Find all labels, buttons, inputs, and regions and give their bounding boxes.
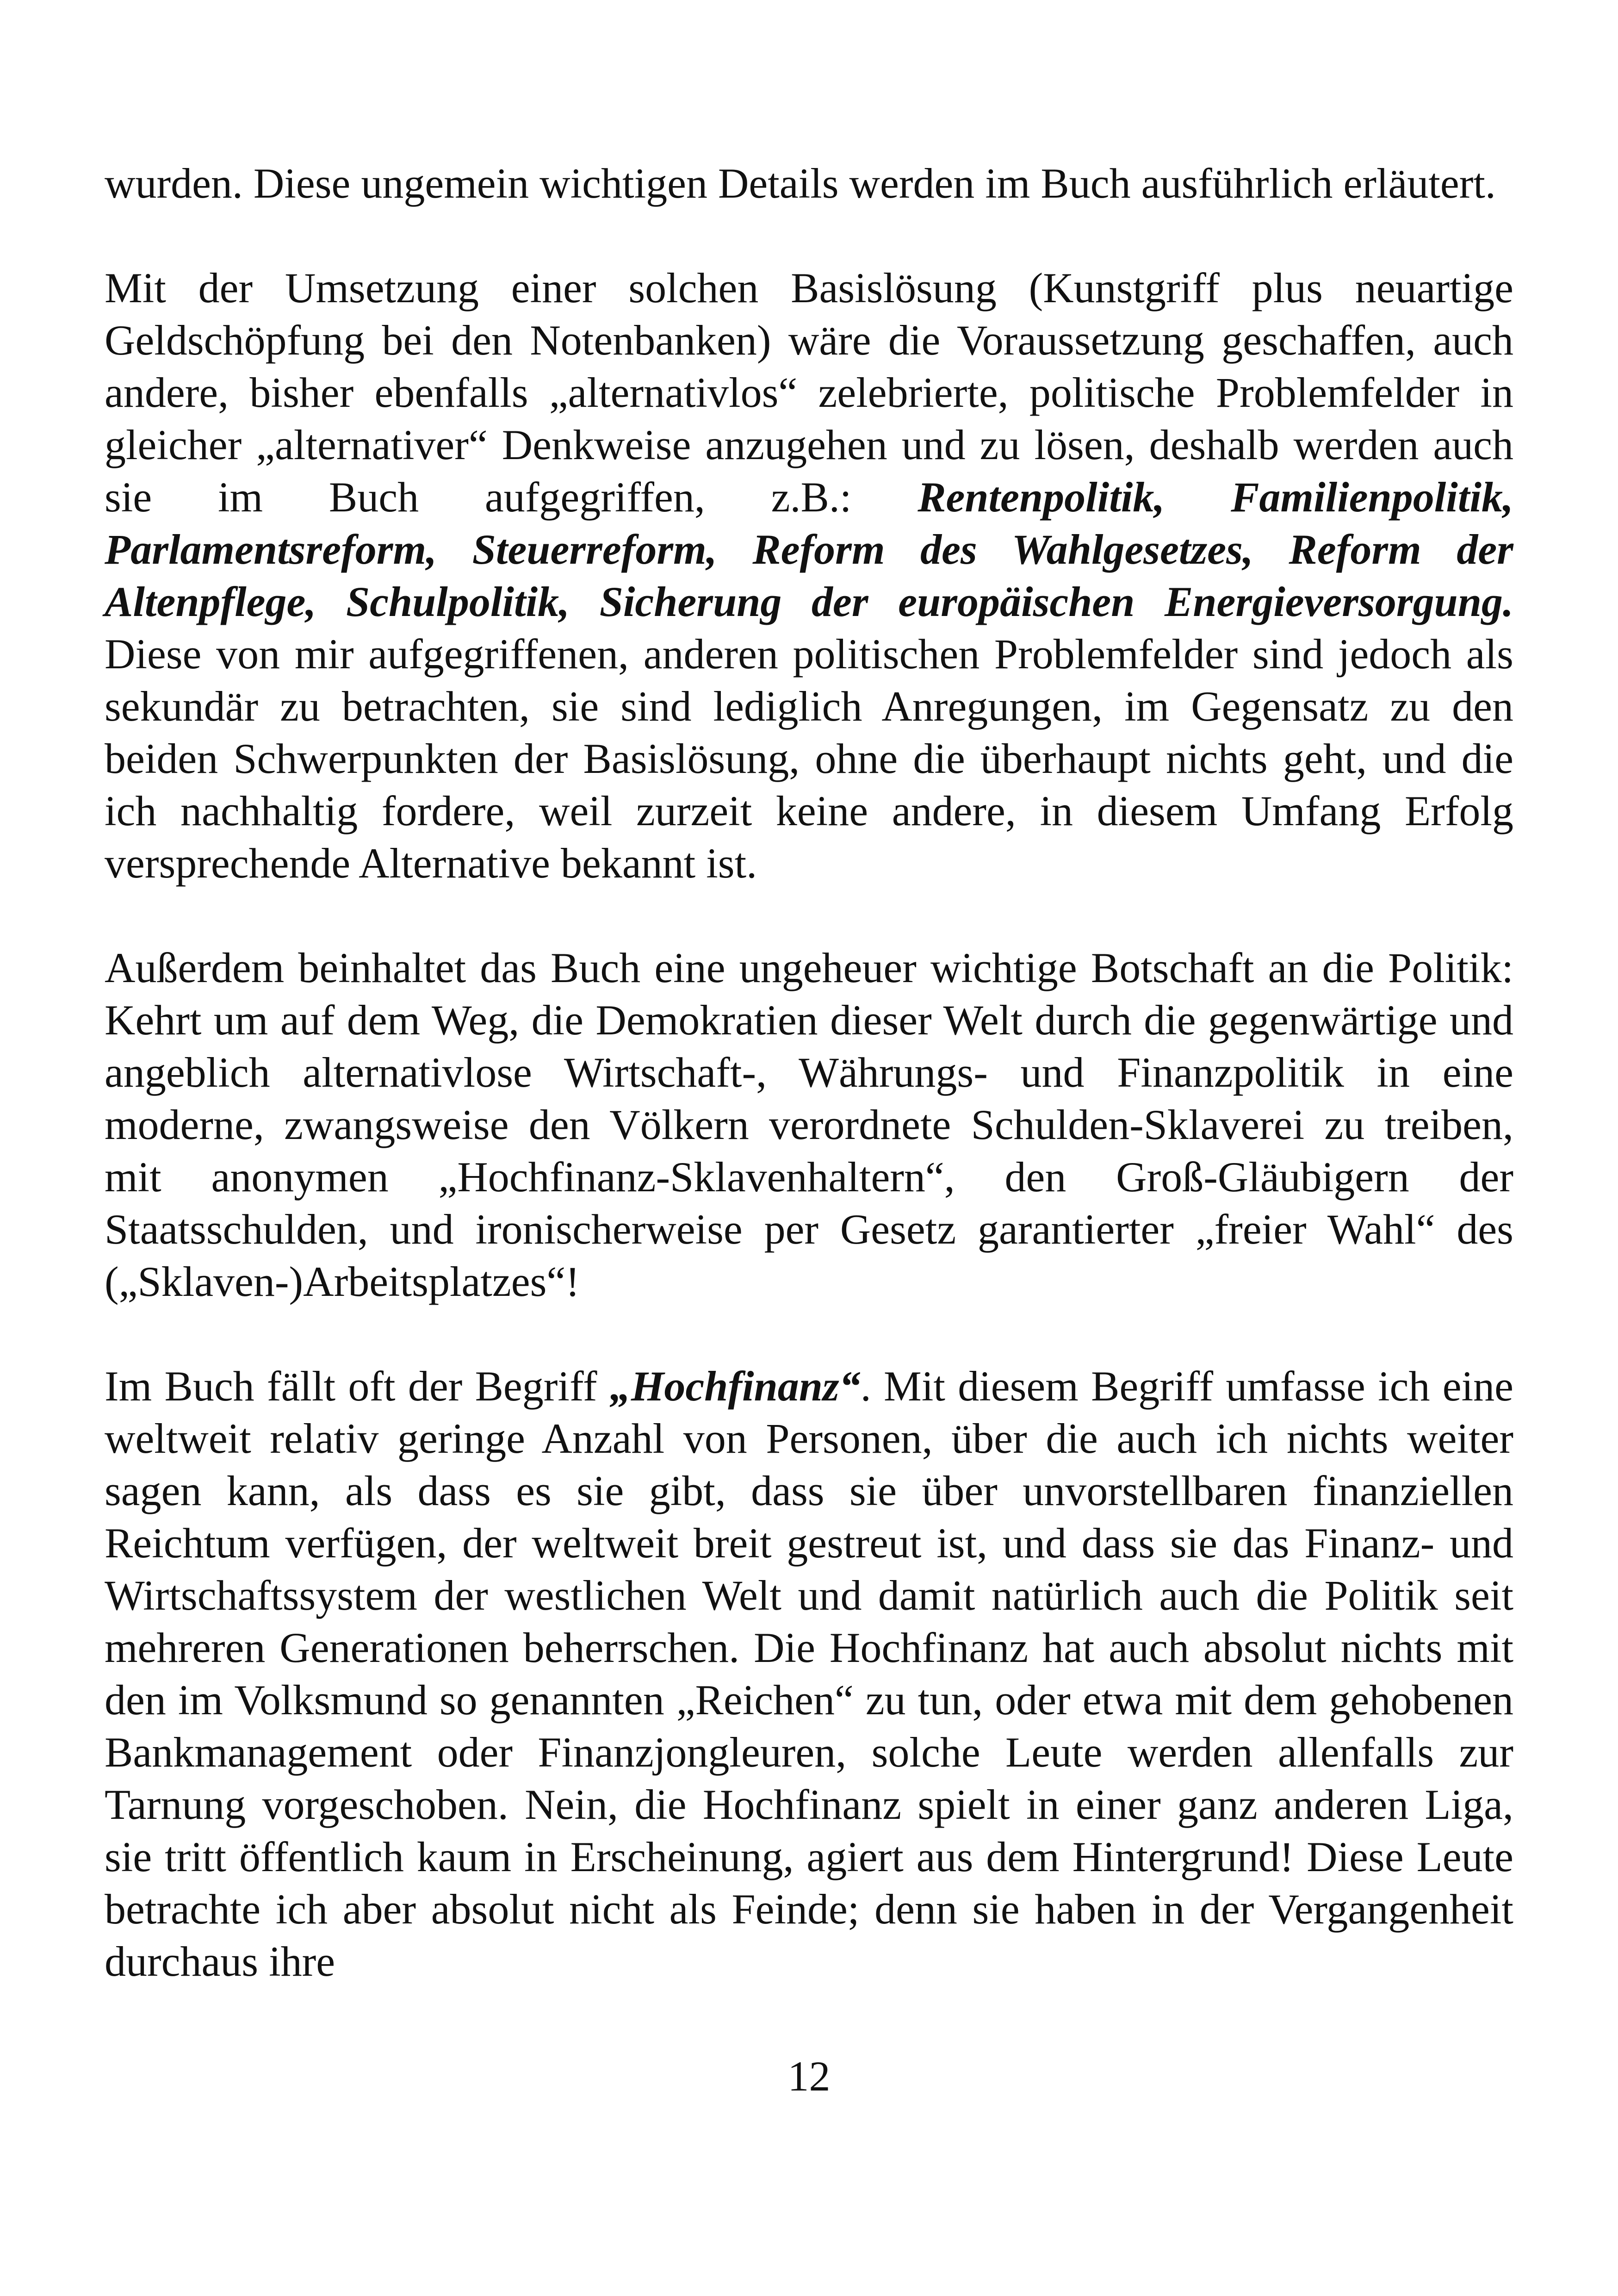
text-run: . Mit diesem Begriff umfasse ich eine weltweit relativ geringe Anzahl von Personen, über die auch ich nichts weiter sagen kann, als dass es sie gibt, dass sie über unvorstellbaren finanziellen Reichtum verfügen, der weltweit breit gestreut ist, und dass sie das Finanz- und Wirtschaftssystem der westlichen Welt und damit natürlich auch die Politik seit mehreren Generationen beherrschen. Die Hochfinanz hat auch absolut nichts mit den im Volksmund so genannten „Reichen“ zu tun, oder etwa mit dem gehobenen Bankmanagement oder Finanzjongleuren, solche Leute werden allenfalls zur Tarnung vorgeschoben. Nein, die Hochfinanz spielt in einer ganz anderen Liga, sie tritt öffentlich kaum in Erscheinung, agiert aus dem Hintergrund! Diese Leute betrachte ich aber absolut nicht als Feinde; denn sie haben in der Vergangenheit durchaus ihre bbox=[105, 1363, 1513, 1985]
paragraph-4 bbox=[105, 1360, 1513, 1988]
text-run: Außerdem beinhaltet das Buch eine ungeheuer wichtige Botschaft an die Politik: Kehrt um auf dem Weg, die Demokratien dieser Welt durch die gegenwärtige und angeblich alternativlose Wirtschaft-, Währungs- und Finanzpolitik in eine moderne, zwangsweise den Völkern verordnete Schulden-Sklaverei zu treiben, mit anonymen „Hochfinanz-Sklavenhaltern“, den Groß-Gläubigern der Staatsschulden, und ironischerweise per Gesetz garantierter „freier Wahl“ des („Sklaven-)Arbeitsplatzes“! bbox=[105, 944, 1513, 1305]
emphasized-term: „Hochfinanz“ bbox=[609, 1363, 861, 1410]
paragraph-1 bbox=[105, 157, 1513, 210]
text-run: Mit der Umsetzung einer solchen Basislösung (Kunstgriff plus neuartige Geldschöpfung bei den Notenbanken) wäre die Voraussetzung geschaffen, auch andere, bisher ebenfalls „alternativlos“ zelebrierte, politische Problemfelder in gleicher „alternativer“ Denkweise anzugehen und zu lösen, deshalb werden auch sie im Buch aufgegriffen, z.B.: bbox=[105, 264, 1513, 521]
emphasized-policy-list: Rentenpolitik, Familienpolitik, Parlamentsreform, Steuerreform, Reform des Wahlgesetzes, Reform der Altenpflege, Schulpolitik, Sicherung der europäischen Energieversorgung. bbox=[105, 473, 1513, 625]
body-text bbox=[105, 157, 1513, 1988]
text-run: Diese von mir aufgegriffenen, anderen politischen Problemfelder sind jedoch als sekundär zu betrachten, sie sind lediglich Anregungen, im Gegensatz zu den beiden Schwerpunkten der Basislösung, ohne die überhaupt nichts geht, und die ich nachhaltig fordere, weil zurzeit keine andere, in diesem Umfang Erfolg versprechende Alternative bekannt ist. bbox=[105, 630, 1513, 887]
text-run: wurden. Diese ungemein wichtigen Details werden im Buch ausführlich erläutert. bbox=[105, 160, 1496, 207]
paragraph-3 bbox=[105, 942, 1513, 1308]
text-run: Im Buch fällt oft der Begriff bbox=[105, 1363, 610, 1410]
paragraph-2 bbox=[105, 262, 1513, 890]
page-number: 12 bbox=[787, 2053, 831, 2100]
